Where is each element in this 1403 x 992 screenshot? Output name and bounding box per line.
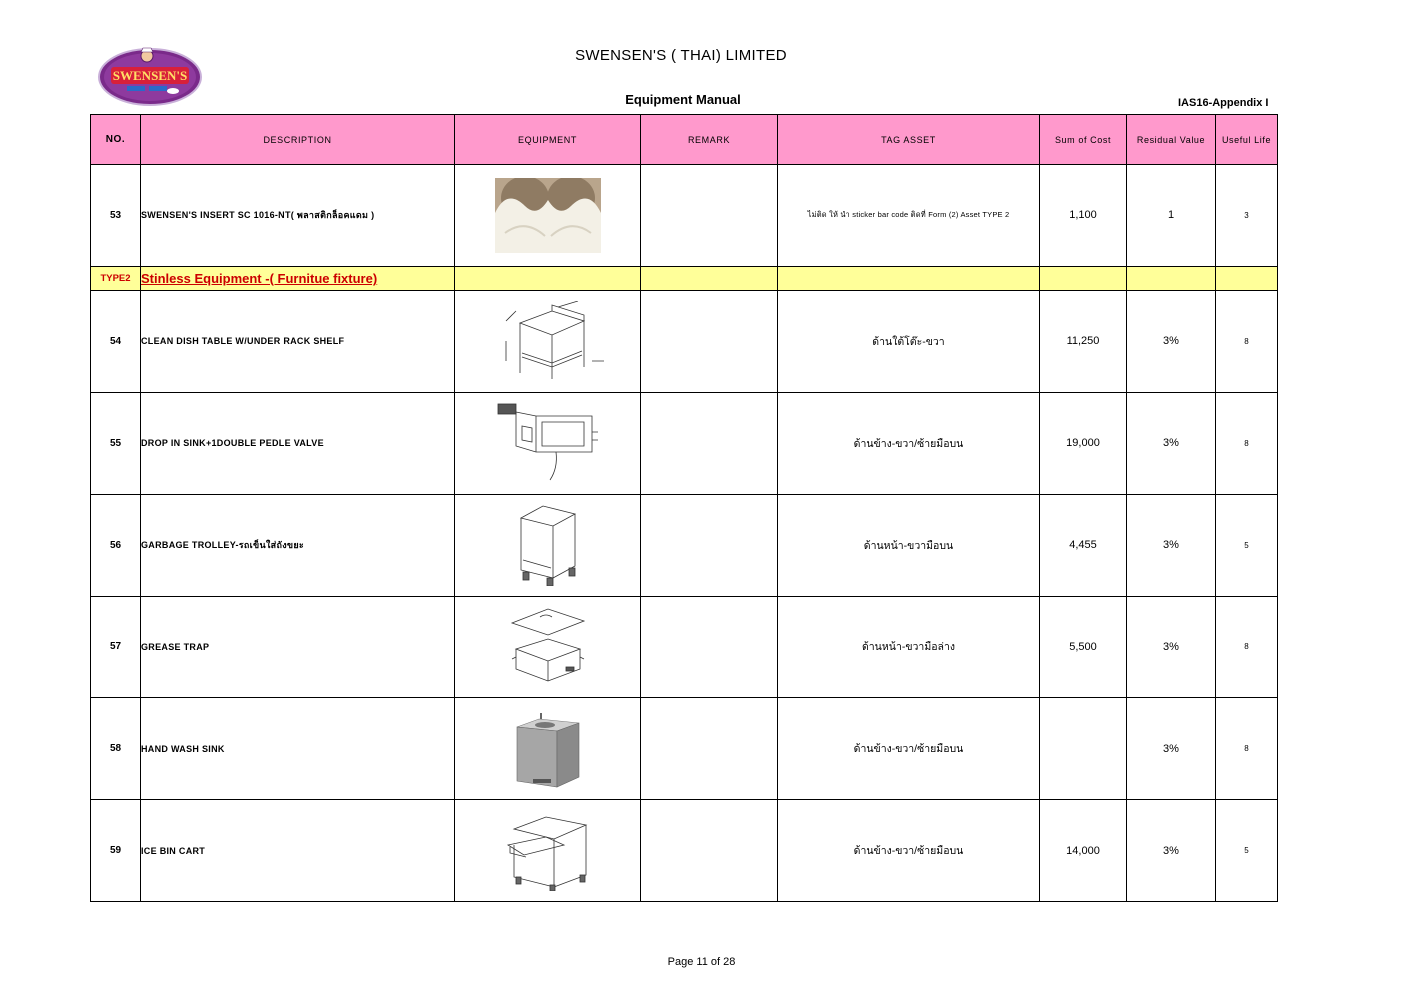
company-name: SWENSEN'S ( THAI) LIMITED [575,47,787,64]
row-cost: 5,500 [1040,596,1127,698]
equipment-table [90,114,1278,902]
row-description: GREASE TRAP [141,596,455,698]
row-number: 54 [91,291,141,393]
table-row [91,165,1278,267]
logo-text: SWENSEN'S [112,68,188,83]
table-row [91,291,1278,393]
equipment-cell [455,596,641,698]
row-number: 59 [91,800,141,902]
row-remark [641,494,778,596]
equipment-cell [455,494,641,596]
table-row [91,392,1278,494]
row-cost: 19,000 [1040,392,1127,494]
row-description: CLEAN DISH TABLE W/UNDER RACK SHELF [141,291,455,393]
equipment-cell [455,800,641,902]
col-header-useful-life: Useful Life [1216,115,1278,165]
row-number: 55 [91,392,141,494]
row-number: 57 [91,596,141,698]
col-header-equipment: EQUIPMENT [455,115,641,165]
row-tag-asset: ไม่ติด ให้ นำ sticker bar code ติดที่ Form (2) Asset TYPE 2 [778,165,1040,267]
col-header-sum-of-cost: Sum of Cost [1040,115,1127,165]
page-number: Page 11 of 28 [667,956,736,968]
table-row [91,494,1278,596]
equipment-cell [455,291,641,393]
col-header-no: NO. [91,115,141,165]
row-cost: 11,250 [1040,291,1127,393]
row-useful-life: 8 [1216,698,1278,800]
equipment-cell [455,698,641,800]
row-tag-asset: ด้านใต้โต๊ะ-ขวา [778,291,1040,393]
row-residual: 1 [1127,165,1216,267]
ice-bin-cart-drawing-icon [506,811,590,891]
type-label: TYPE2 [91,266,141,290]
col-header-description: DESCRIPTION [141,115,455,165]
row-residual: 3% [1127,494,1216,596]
row-remark [641,165,778,267]
grease-trap-drawing-icon [510,607,586,687]
row-remark [641,800,778,902]
row-tag-asset: ด้านหน้า-ขวามือบน [778,494,1040,596]
appendix-label: IAS16-Appendix I [1178,97,1269,109]
row-number: 53 [91,165,141,267]
row-description: HAND WASH SINK [141,698,455,800]
row-number: 56 [91,494,141,596]
row-description: SWENSEN'S INSERT SC 1016-NT( พลาสติกล็อคแดม ) [141,165,455,267]
row-residual: 3% [1127,698,1216,800]
row-number: 58 [91,698,141,800]
equipment-cell [455,392,641,494]
type-name: Stinless Equipment -( Furnitue fixture) [141,266,455,290]
row-remark [641,291,778,393]
col-header-tag-asset: TAG ASSET [778,115,1040,165]
row-residual: 3% [1127,392,1216,494]
row-useful-life: 5 [1216,800,1278,902]
drop-in-sink-drawing-icon [496,402,600,484]
row-tag-asset: ด้านหน้า-ขวามือล่าง [778,596,1040,698]
col-header-remark: REMARK [641,115,778,165]
hand-wash-sink-photo-icon [515,709,581,789]
row-useful-life: 8 [1216,596,1278,698]
col-header-residual-value: Residual Value [1127,115,1216,165]
table-row [91,698,1278,800]
row-useful-life: 3 [1216,165,1278,267]
row-tag-asset: ด้านข้าง-ขวา/ซ้ายมือบน [778,800,1040,902]
row-cost [1040,698,1127,800]
document-subtitle: Equipment Manual [625,92,741,107]
row-cost: 14,000 [1040,800,1127,902]
table-row [91,596,1278,698]
row-useful-life: 8 [1216,392,1278,494]
row-residual: 3% [1127,800,1216,902]
row-residual: 3% [1127,596,1216,698]
row-residual: 3% [1127,291,1216,393]
row-description: GARBAGE TROLLEY-รถเข็นใส่ถังขยะ [141,494,455,596]
row-useful-life: 5 [1216,494,1278,596]
type-row [91,266,1278,290]
equipment-cell [455,165,641,267]
dish-table-drawing-icon [492,301,604,381]
row-remark [641,392,778,494]
row-remark [641,596,778,698]
garbage-trolley-drawing-icon [513,504,583,586]
row-tag-asset: ด้านข้าง-ขวา/ซ้ายมือบน [778,698,1040,800]
header-row [91,115,1278,165]
row-useful-life: 8 [1216,291,1278,393]
row-description: DROP IN SINK+1DOUBLE PEDLE VALVE [141,392,455,494]
plastic-insert-photo-icon [495,178,601,253]
row-cost: 1,100 [1040,165,1127,267]
row-tag-asset: ด้านข้าง-ขวา/ซ้ายมือบน [778,392,1040,494]
table-row [91,800,1278,902]
row-description: ICE BIN CART [141,800,455,902]
row-remark [641,698,778,800]
row-cost: 4,455 [1040,494,1127,596]
